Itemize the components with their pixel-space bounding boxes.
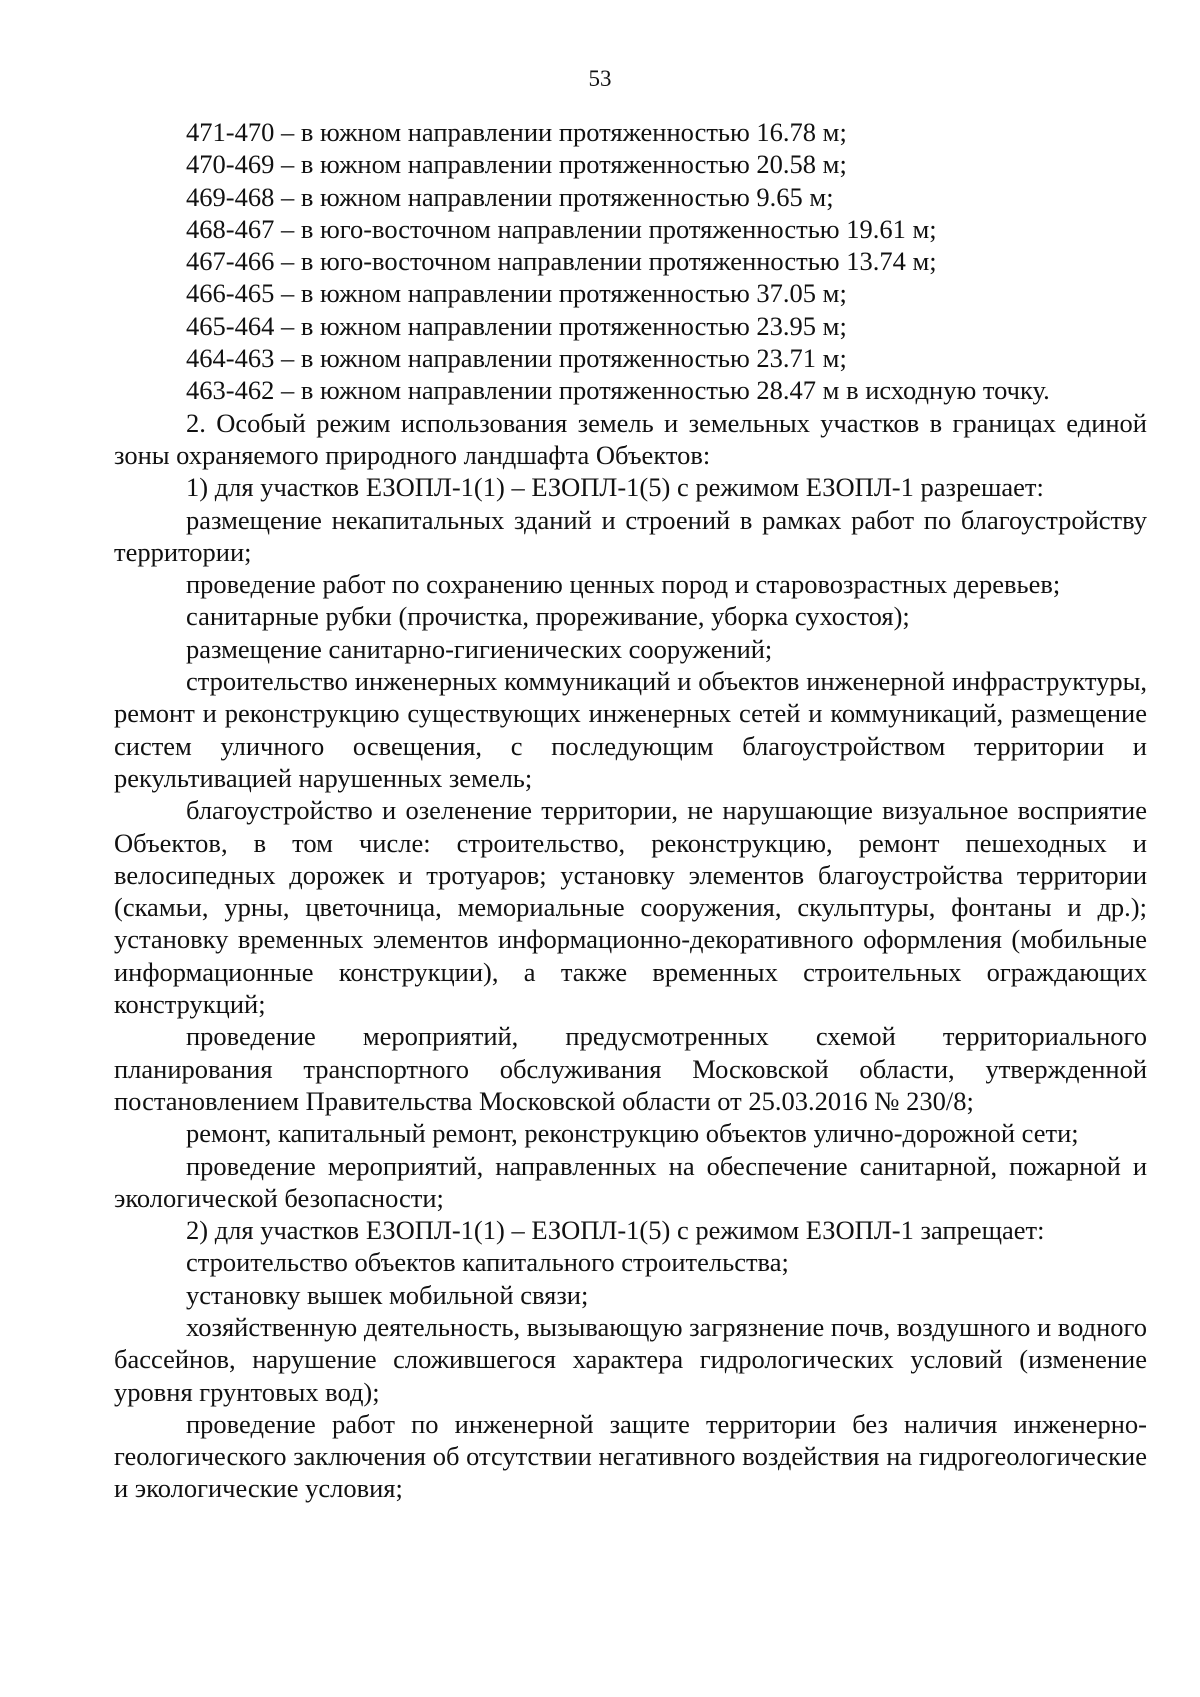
permit-item: санитарные рубки (прочистка, прореживание, уборка сухостоя);	[186, 601, 910, 632]
permit-item: проведение мероприятий, предусмотренных схемой территориального планирования транспортного обслуживания Московской области, утвержденной постановлением Правительства Московской области от 25.03.2016 № 230/8;	[114, 1021, 1147, 1116]
permit-item: проведение работ по сохранению ценных пород и старовозрастных деревьев;	[186, 569, 1061, 600]
permits-heading: 1) для участков ЕЗОПЛ-1(1) – ЕЗОПЛ-1(5) с режимом ЕЗОПЛ-1 разрешает:	[186, 472, 1044, 503]
permit-item: ремонт, капитальный ремонт, реконструкцию объектов улично-дорожной сети;	[186, 1118, 1079, 1149]
permit-item: благоустройство и озеленение территории, не нарушающие визуальное восприятие Объектов, в том числе: строительство, реконструкцию, ремонт пешеходных и велосипедных дорожек и тротуаров; установку элементов благоустройства территории (скамьи, урны, цветочница, мемориальные сооружения, скульптуры, фонтаны и др.); установку временных элементов информационно-декоративного оформления (мобильные информационные конструкции), а также временных строительных ограждающих конструкций;	[114, 795, 1147, 1020]
prohibit-item: установку вышек мобильной связи;	[186, 1279, 589, 1310]
boundary-segment: 468-467 – в юго-восточном направлении протяженностью 19.61 м;	[186, 213, 937, 244]
permit-item: размещение некапитальных зданий и строений в рамках работ по благоустройству территории;	[114, 504, 1147, 567]
boundary-segment: 466-465 – в южном направлении протяженностью 37.05 м;	[186, 278, 847, 309]
boundary-segment: 467-466 – в юго-восточном направлении протяженностью 13.74 м;	[186, 246, 937, 277]
boundary-segment: 463-462 – в южном направлении протяженностью 28.47 м в исходную точку.	[186, 375, 1050, 406]
boundary-segment: 469-468 – в южном направлении протяженностью 9.65 м;	[186, 181, 834, 212]
prohibit-item: строительство объектов капитального строительства;	[186, 1247, 789, 1278]
prohibit-item: хозяйственную деятельность, вызывающую загрязнение почв, воздушного и водного бассейнов, нарушение сложившегося характера гидрологических условий (изменение уровня грунтовых вод);	[114, 1311, 1147, 1407]
prohibit-item: проведение работ по инженерной защите территории без наличия инженерно-геологического заключения об отсутствии негативного воздействия на гидрогеологические и экологические условия;	[114, 1408, 1147, 1504]
boundary-segment: 470-469 – в южном направлении протяженностью 20.58 м;	[186, 149, 847, 180]
permit-item: строительство инженерных коммуникаций и объектов инженерной инфраструктуры, ремонт и реконструкцию существующих инженерных сетей и коммуникаций, размещение систем уличного освещения, с последующим благоустройством территории и рекультивацией нарушенных земель;	[114, 666, 1147, 793]
boundary-segment: 465-464 – в южном направлении протяженностью 23.95 м;	[186, 310, 847, 341]
section-2-intro: 2. Особый режим использования земель и земельных участков в границах единой зоны охраняемого природного ландшафта Объектов:	[114, 407, 1147, 470]
boundary-segment: 464-463 – в южном направлении протяженностью 23.71 м;	[186, 343, 847, 374]
prohibits-heading: 2) для участков ЕЗОПЛ-1(1) – ЕЗОПЛ-1(5) с режимом ЕЗОПЛ-1 запрещает:	[186, 1215, 1045, 1246]
permit-item: размещение санитарно-гигиенических сооружений;	[186, 633, 773, 664]
document-body	[114, 116, 1147, 1505]
permit-item: проведение мероприятий, направленных на обеспечение санитарной, пожарной и экологической безопасности;	[114, 1150, 1147, 1213]
boundary-segment: 471-470 – в южном направлении протяженностью 16.78 м;	[186, 117, 847, 147]
page-number: 53	[588, 66, 612, 91]
